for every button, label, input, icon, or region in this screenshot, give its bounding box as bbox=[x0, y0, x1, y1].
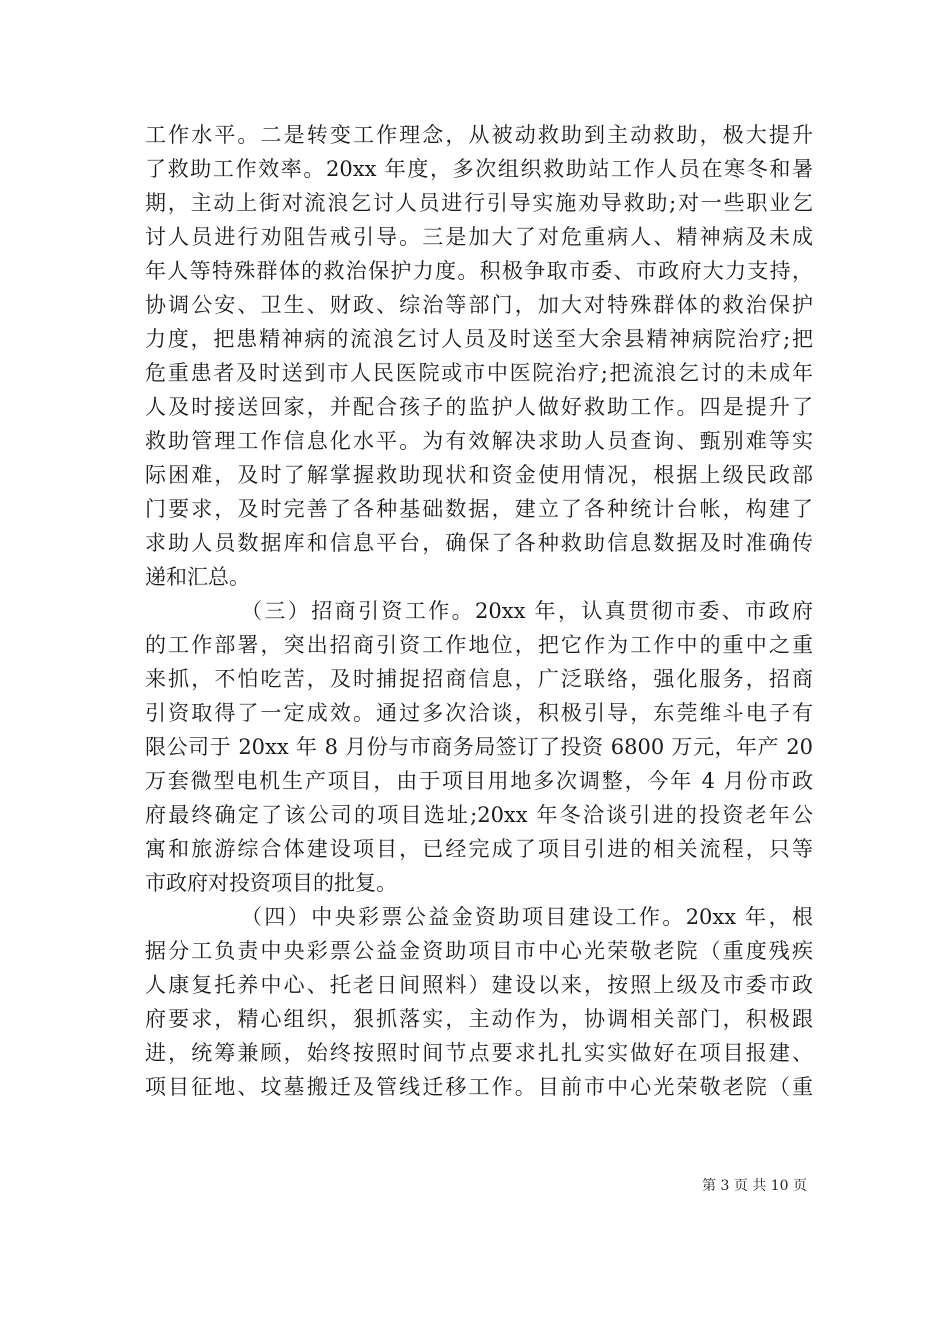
text-line: 府最终确定了该公司的项目选址;20xx 年冬洽谈引进的投资老年公 bbox=[145, 803, 813, 827]
text-line: 项目征地、坟墓搬迁及管线迁移工作。目前市中心光荣敬老院（重 bbox=[145, 1075, 813, 1099]
text-line: 危重患者及时送到市人民医院或市中医院治疗;把流浪乞讨的未成年 bbox=[145, 361, 813, 385]
text-line: 递和汇总。 bbox=[145, 565, 250, 589]
text-line: 据分工负责中央彩票公益金资助项目市中心光荣敬老院（重度残疾 bbox=[145, 939, 813, 963]
text-line: 力度，把患精神病的流浪乞讨人员及时送至大余县精神病院治疗;把 bbox=[145, 327, 813, 351]
text-line: 寓和旅游综合体建设项目，已经完成了项目引进的相关流程，只等 bbox=[145, 837, 813, 861]
text-line: 市政府对投资项目的批复。 bbox=[145, 871, 397, 895]
text-line: 的工作部署，突出招商引资工作地位，把它作为工作中的重中之重 bbox=[145, 633, 813, 657]
body-text bbox=[145, 118, 813, 1104]
text-line: 府要求，精心组织，狠抓落实，主动作为，协调相关部门，积极跟 bbox=[145, 1007, 813, 1031]
text-line: 讨人员进行劝阻告戒引导。三是加大了对危重病人、精神病及未成 bbox=[145, 225, 813, 249]
text-line: 万套微型电机生产项目，由于项目用地多次调整，今年 4 月份市政 bbox=[145, 769, 813, 793]
text-line: 了救助工作效率。20xx 年度，多次组织救助站工作人员在寒冬和暑 bbox=[145, 157, 813, 181]
text-line: 工作水平。二是转变工作理念，从被动救助到主动救助，极大提升 bbox=[145, 123, 813, 147]
text-line: 门要求，及时完善了各种基础数据，建立了各种统计台帐，构建了 bbox=[145, 497, 813, 521]
text-line: 人及时接送回家，并配合孩子的监护人做好救助工作。四是提升了 bbox=[145, 395, 813, 419]
text-line: 期，主动上街对流浪乞讨人员进行引导实施劝导救助;对一些职业乞 bbox=[145, 191, 813, 215]
text-line: 救助管理工作信息化水平。为有效解决求助人员查询、甄别难等实 bbox=[145, 429, 813, 453]
text-line: （三）招商引资工作。20xx 年，认真贯彻市委、市政府 bbox=[241, 599, 813, 623]
page-footer: 第 3 页 共 10 页 bbox=[702, 1178, 807, 1194]
text-line: 来抓，不怕吃苦，及时捕捉招商信息，广泛联络，强化服务，招商 bbox=[145, 667, 813, 691]
text-line: 人康复托养中心、托老日间照料）建设以来，按照上级及市委市政 bbox=[145, 973, 813, 997]
text-line: 求助人员数据库和信息平台，确保了各种救助信息数据及时准确传 bbox=[145, 531, 813, 555]
text-line: 限公司于 20xx 年 8 月份与市商务局签订了投资 6800 万元，年产 20 bbox=[145, 735, 813, 759]
text-line: 引资取得了一定成效。通过多次洽谈，积极引导，东莞维斗电子有 bbox=[145, 701, 813, 725]
text-line: 协调公安、卫生、财政、综治等部门，加大对特殊群体的救治保护 bbox=[145, 293, 813, 317]
text-line: （四）中央彩票公益金资助项目建设工作。20xx 年，根 bbox=[241, 905, 813, 929]
text-line: 年人等特殊群体的救治保护力度。积极争取市委、市政府大力支持， bbox=[145, 259, 813, 283]
text-line: 际困难，及时了解掌握救助现状和资金使用情况，根据上级民政部 bbox=[145, 463, 813, 487]
text-line: 进，统筹兼顾，始终按照时间节点要求扎扎实实做好在项目报建、 bbox=[145, 1041, 813, 1065]
